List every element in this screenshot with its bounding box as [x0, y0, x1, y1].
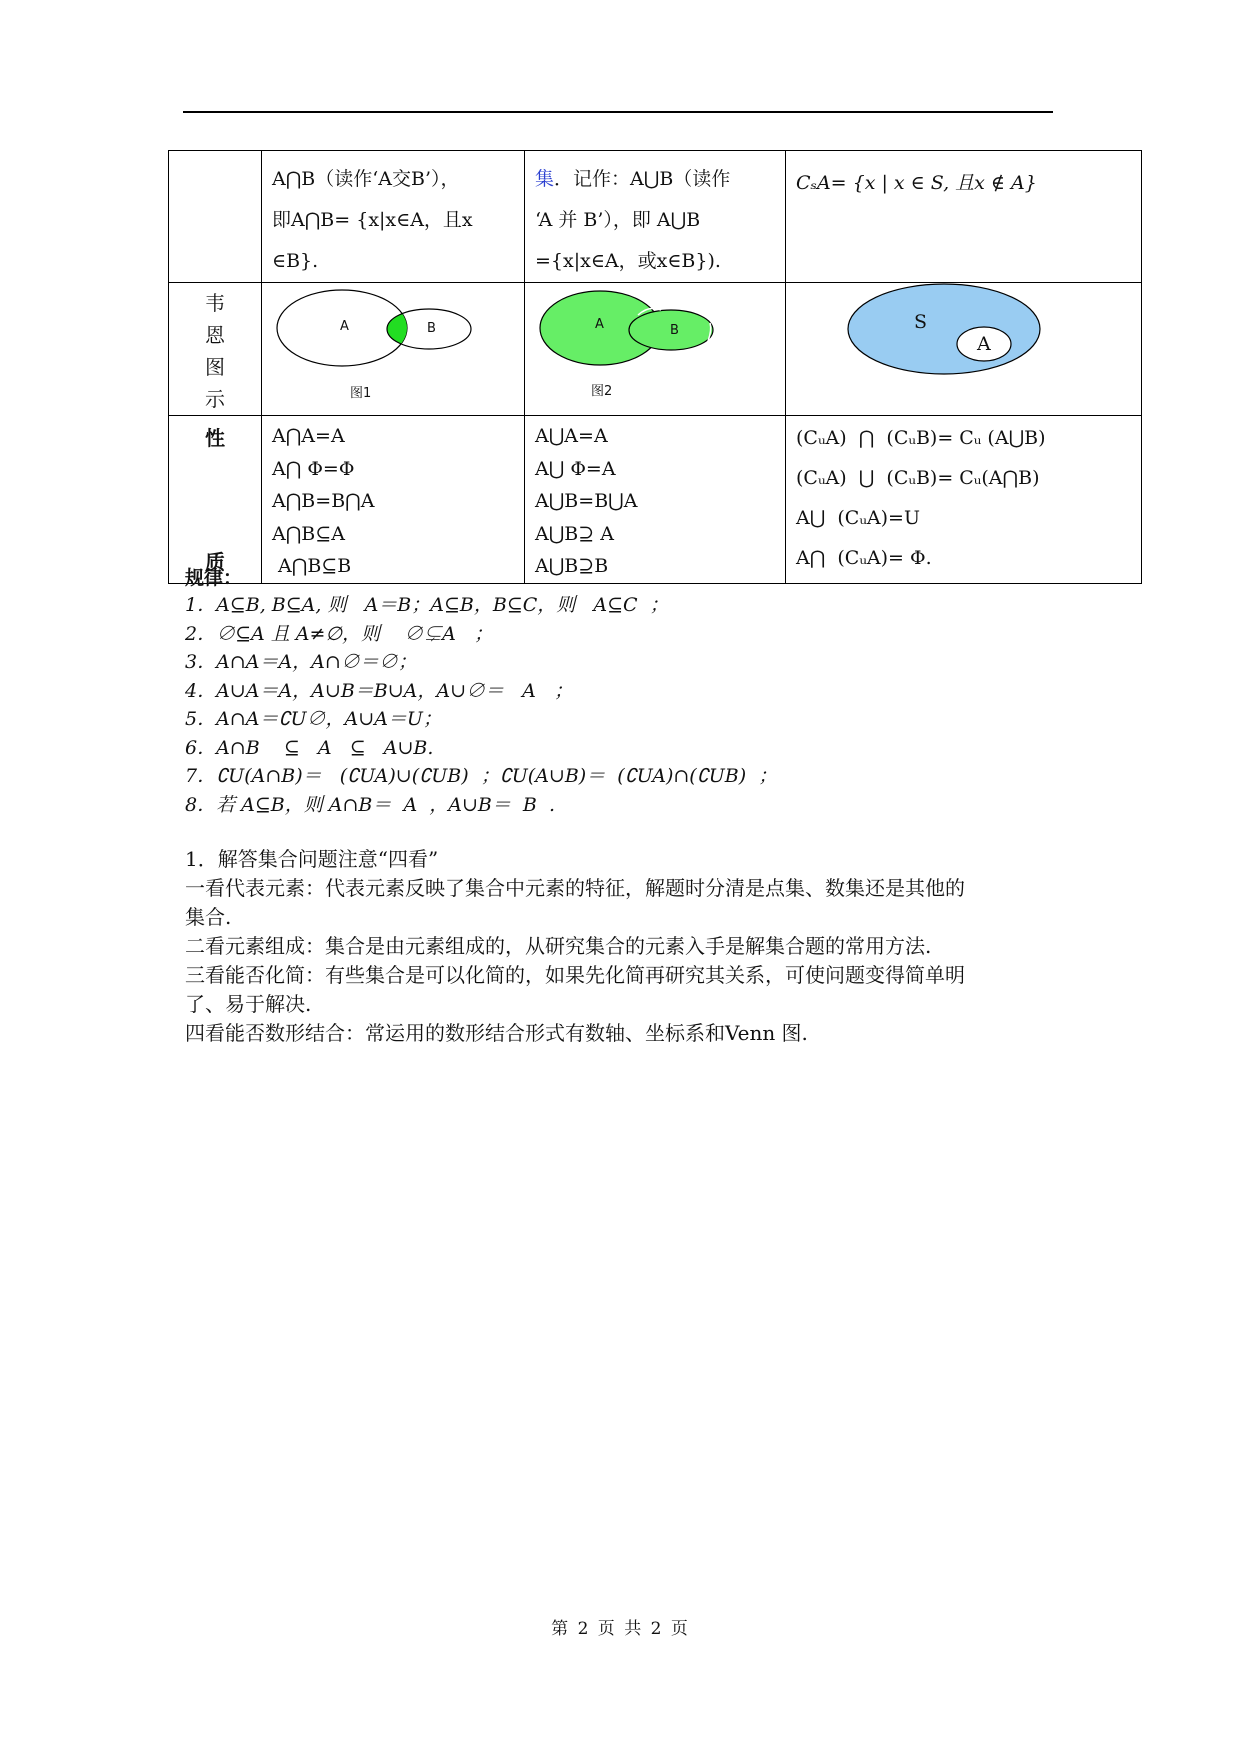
property-line: (CᵤA) ⋂ (CᵤB)= Cᵤ (A⋃B) [796, 427, 1046, 449]
set-operations-table [168, 150, 1142, 584]
property-line: A⋃A=A [535, 425, 608, 447]
property-line: A⋂B=B⋂A [272, 490, 375, 512]
rule-item: 2．∅⊆A 且 A≠∅，则 ∅⊊A ； [185, 622, 493, 645]
complement-venn-diagram [786, 283, 1141, 413]
property-line: A⋂B⊆B [272, 555, 352, 577]
union-def-text: ．记作：A⋃B（读作 [554, 168, 731, 190]
property-line: A⋂ (CᵤA)= Φ. [796, 547, 932, 569]
properties-label-top: 性 [205, 426, 225, 450]
property-line: A⋃B⊇B [535, 555, 609, 577]
property-line: A⋂B⊆A [272, 522, 345, 545]
notes-section [185, 845, 1065, 1048]
properties-row [169, 416, 1142, 584]
complement-def: CₛA= {x | x ∈ S, 且x ∉ A} [796, 172, 1037, 194]
property-line: A⋃B⊇ A [535, 522, 614, 545]
note-line: 二看元素组成：集合是由元素组成的，从研究集合的元素入手是解集合题的常用方法. [185, 934, 932, 958]
intersection-definition-cell [262, 151, 525, 283]
page-footer: 第 2 页 共 2 页 [551, 1619, 690, 1639]
venn-label-char: 韦 [205, 291, 225, 315]
note-line: 集合. [185, 905, 232, 929]
venn-label-cell [169, 283, 262, 416]
property-line: A⋃ Φ=A [535, 457, 616, 480]
union-def-prefix: 集 [535, 168, 555, 190]
header-rule [183, 111, 1053, 113]
venn-label-char: 图 [205, 355, 225, 379]
figure-caption: 图1 [350, 386, 372, 401]
venn-a-label: A [977, 333, 991, 355]
venn-b-label: B [670, 323, 679, 338]
venn-b-label: B [427, 321, 436, 336]
properties-label-cell [169, 416, 262, 584]
rule-item: 5．A∩A＝∁U∅，A∪A＝U； [185, 708, 442, 730]
union-def-line: ‘A 并 B’），即 A⋃B [535, 209, 701, 231]
intersection-def-line: 即A⋂B= {x|x∈A，且x [272, 209, 473, 231]
venn-row [169, 283, 1142, 416]
union-def-line [535, 159, 777, 200]
definition-label-cell [169, 151, 262, 283]
rule-item: 1．A⊆B, B⊆A, 则 A＝B；A⊆B，B⊆C，则 A⊆C ； [185, 594, 669, 616]
figure-caption: 图2 [591, 384, 613, 399]
property-line: A⋃ (CᵤA)=U [796, 507, 920, 529]
venn-a-label: A [340, 319, 349, 334]
complement-properties-cell [786, 416, 1142, 584]
property-line: (CᵤA) ⋃ (CᵤB)= Cᵤ(A⋂B) [796, 467, 1040, 489]
rule-item: 3．A∩A＝A，A∩∅＝∅； [185, 651, 417, 673]
union-venn-diagram [525, 283, 785, 413]
properties-label-bottom: 质 [205, 550, 225, 574]
rule-item: 7．∁U(A∩B)＝ (∁UA)∪(∁UB) ；∁U(A∪B)＝ (∁UA)∩(∁UB) ； [185, 765, 778, 787]
venn-a-label: A [595, 317, 604, 332]
rule-item: 6．A∩B ⊆ A ⊆ A∪B. [185, 736, 434, 759]
note-line: 三看能否化简：有些集合是可以化简的，如果先化简再研究其关系，可使问题变得简单明 [185, 963, 965, 987]
complement-definition-cell [786, 151, 1142, 283]
property-line: A⋂ Φ=Φ [272, 457, 355, 480]
intersection-properties-cell [262, 416, 525, 584]
note-line: 1．解答集合问题注意“四看” [185, 847, 439, 871]
union-venn-cell [525, 283, 786, 416]
note-line: 一看代表元素：代表元素反映了集合中元素的特征，解题时分清是点集、数集还是其他的 [185, 876, 965, 900]
intersection-def-line: ∈B}. [272, 250, 319, 272]
rule-item: 4．A∪A＝A，A∪B＝B∪A，A∪∅＝ A ； [185, 679, 573, 702]
rule-item: 8．若 A⊆B，则 A∩B＝ A ，A∪B＝ B . [185, 793, 556, 816]
property-line: A⋃B=B⋃A [535, 490, 638, 512]
union-properties-cell [525, 416, 786, 584]
note-line: 了、易于解决. [185, 992, 312, 1016]
venn-label-char: 恩 [205, 323, 225, 347]
intersection-venn-cell [262, 283, 525, 416]
intersection-def-line: A⋂B（读作‘A交B’）， [272, 168, 460, 190]
property-line: A⋂A=A [272, 425, 345, 447]
rules-title: 规律： [185, 567, 243, 589]
union-def-line: ={x|x∈A，或x∈B}). [535, 250, 721, 272]
note-line: 四看能否数形结合：常运用的数形结合形式有数轴、坐标系和Venn 图. [185, 1021, 808, 1045]
definition-row [169, 151, 1142, 283]
venn-s-label: S [914, 311, 928, 333]
complement-venn-cell [786, 283, 1142, 416]
venn-label-char: 示 [205, 387, 225, 411]
set-s-ellipse [848, 284, 1040, 374]
union-definition-cell [525, 151, 786, 283]
rules-section [185, 565, 1065, 819]
intersection-venn-diagram [262, 283, 524, 413]
